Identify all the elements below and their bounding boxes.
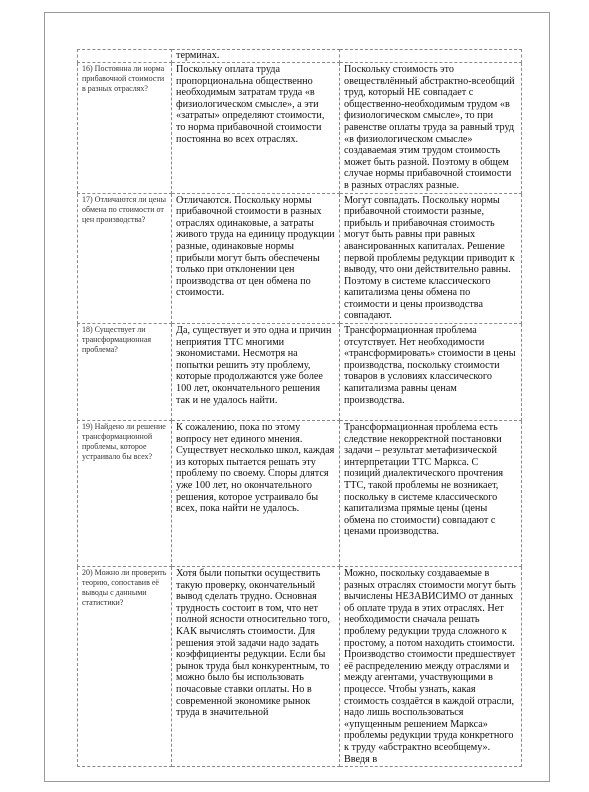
left-answer-cell: Отличаются. Поскольку нормы прибавочной стоимости в разных отраслях одинаковые, а затраты живого труда на единицу продукции разные, одинаковые нормы прибыли могут быть обеспечены только при отклонении цен производства от цен обмена по стоимости. bbox=[172, 193, 340, 324]
table-row bbox=[78, 63, 522, 194]
table-row bbox=[78, 324, 522, 421]
right-answer-cell: Трансформационная проблема есть следствие некорректной постановки задачи – результат метафизической интерпретации ТТС Маркса. С позиций диалектического прочтения ТТС, такой проблемы не возникает, поскольку в системе классического капитализма прямые цены (цены обмена по стоимости) совпадают с ценами производства. bbox=[340, 421, 522, 567]
left-answer-cell: Хотя были попытки осуществить такую проверку, окончательный вывод сделать трудно. Основная трудность состоит в том, что нет полной ясности относительно того, КАК вычислять стоимости. Для решения этой задачи надо задать коэффициенты редукции. Если бы рынок труда был конкурентным, то можно было бы использовать почасовые ставки оплаты. Но в современной экономике рынок труда в значительной bbox=[172, 567, 340, 767]
question-cell bbox=[78, 50, 172, 63]
question-cell: 19) Найдено ли решение трансформационной проблемы, которое устраивало бы всех? bbox=[78, 421, 172, 567]
document-page bbox=[44, 12, 550, 782]
left-answer-cell: терминах. bbox=[172, 50, 340, 63]
question-cell: 17) Отличаются ли цены обмена по стоимости от цен производства? bbox=[78, 193, 172, 324]
right-answer-cell: Поскольку стоимость это овеществлённый абстрактно-всеобщий труд, который НЕ совпадает с общественно-необходимым трудом «в физиологическом смысле», то при равенстве оплаты труда за равный труд «в физиологическом смысле» создаваемая этим трудом стоимость может быть разной. Поэтому в общем случае нормы прибавочной стоимости в разных отраслях разные. bbox=[340, 63, 522, 194]
right-answer-cell: Трансформационная проблема отсутствует. Нет необходимости «трансформировать» стоимости в цены производства, поскольку стоимости товаров в условиях классического капитализма равны ценам производства. bbox=[340, 324, 522, 421]
right-answer-cell: Могут совпадать. Поскольку нормы прибавочной стоимости разные, прибыль и прибавочная стоимость могут быть равны при равных авансированных капиталах. Решение первой проблемы редукции приводит к выводу, что они действительно равны. Поэтому в системе классического капитализма цены обмена по стоимости и цены производства совпадают. bbox=[340, 193, 522, 324]
right-answer-cell bbox=[340, 50, 522, 63]
left-answer-cell: К сожалению, пока по этому вопросу нет единого мнения. Существует несколько школ, каждая из которых пытается решать эту проблему по своему. Споры длятся уже 100 лет, но окончательного решения, которое устраивало бы всех, пока найти не удалось. bbox=[172, 421, 340, 567]
table-row bbox=[78, 193, 522, 324]
table-row bbox=[78, 50, 522, 63]
comparison-table bbox=[77, 49, 522, 767]
page-content bbox=[77, 49, 521, 767]
left-answer-cell: Да, существует и это одна и причин неприятия ТТС многими экономистами. Несмотря на попытки решить эту проблему, которые продолжаются уже более 100 лет, окончательного решения так и не удалось найти. bbox=[172, 324, 340, 421]
right-answer-cell: Можно, поскольку создаваемые в разных отраслях стоимости могут быть вычислены НЕЗАВИСИМО от данных об оплате труда в этих отраслях. Нет необходимости сначала решать проблему редукции труда сложного к простому, а потом находить стоимости. Производство стоимости предшествует её распределению между отраслями и между агентами, участвующими в процессе. Чтобы узнать, какая стоимость создаётся в каждой отрасли, надо лишь воспользоваться «упущенным решением Маркса» проблемы редукции труда конкретного к труду «абстрактно всеобщему». Введя в bbox=[340, 567, 522, 767]
question-cell: 16) Постоянна ли норма прибавочной стоимости в разных отраслях? bbox=[78, 63, 172, 194]
question-cell: 20) Можно ли проверить теорию, сопоставив её выводы с данными статистики? bbox=[78, 567, 172, 767]
table-row bbox=[78, 421, 522, 567]
left-answer-cell: Поскольку оплата труда пропорциональна общественно необходимым затратам труда «в физиологическом смысле», а эти «затраты» определяют стоимости, то норма прибавочной стоимости постоянна во всех отраслях. bbox=[172, 63, 340, 194]
question-cell: 18) Существует ли трансформационная проблема? bbox=[78, 324, 172, 421]
table-row bbox=[78, 567, 522, 767]
